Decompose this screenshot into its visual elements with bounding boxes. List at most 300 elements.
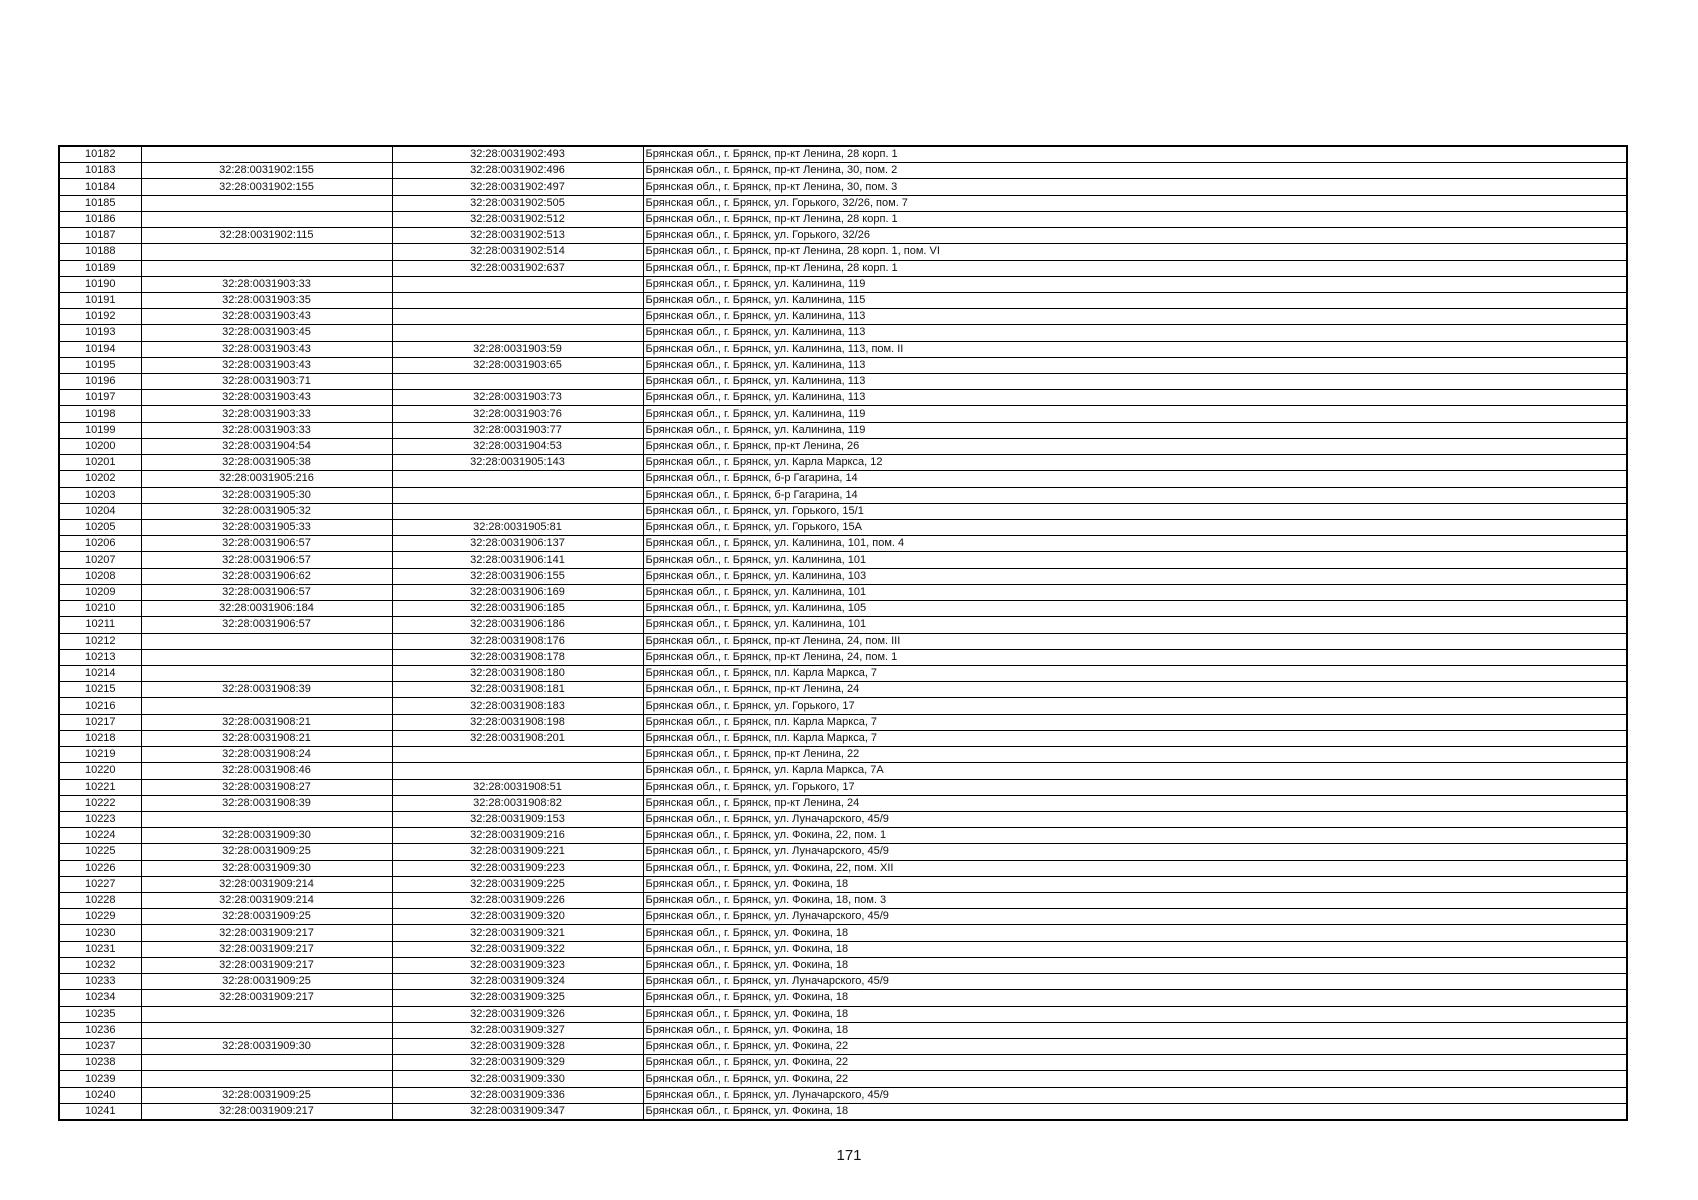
address-cell: Брянская обл., г. Брянск, ул. Калинина, 119: [643, 422, 1627, 438]
address-cell: Брянская обл., г. Брянск, пр-кт Ленина, 28 корп. 1: [643, 211, 1627, 227]
row-number-cell: 10196: [59, 374, 141, 390]
address-cell: Брянская обл., г. Брянск, ул. Фокина, 22: [643, 1055, 1627, 1071]
parcel-cadastral-number-cell: 32:28:0031909:30: [141, 828, 392, 844]
table-row: [59, 795, 1627, 811]
parcel-cadastral-number-cell: 32:28:0031909:25: [141, 909, 392, 925]
row-number-cell: 10201: [59, 455, 141, 471]
table-row: [59, 633, 1627, 649]
table-row: [59, 1071, 1627, 1087]
address-cell: Брянская обл., г. Брянск, ул. Калинина, 103: [643, 568, 1627, 584]
table-row: [59, 292, 1627, 308]
row-number-cell: 10233: [59, 974, 141, 990]
table-row: [59, 1103, 1627, 1120]
table-row: [59, 828, 1627, 844]
address-cell: Брянская обл., г. Брянск, пр-кт Ленина, 22: [643, 747, 1627, 763]
address-cell: Брянская обл., г. Брянск, ул. Калинина, 119: [643, 276, 1627, 292]
object-cadastral-number-cell: [392, 374, 643, 390]
address-cell: Брянская обл., г. Брянск, ул. Горького, 15/1: [643, 503, 1627, 519]
object-cadastral-number-cell: 32:28:0031909:223: [392, 860, 643, 876]
table-row: [59, 260, 1627, 276]
table-row: [59, 779, 1627, 795]
address-cell: Брянская обл., г. Брянск, ул. Фокина, 18, пом. 3: [643, 893, 1627, 909]
object-cadastral-number-cell: 32:28:0031909:347: [392, 1103, 643, 1120]
parcel-cadastral-number-cell: [141, 1022, 392, 1038]
row-number-cell: 10231: [59, 941, 141, 957]
parcel-cadastral-number-cell: [141, 244, 392, 260]
row-number-cell: 10199: [59, 422, 141, 438]
object-cadastral-number-cell: 32:28:0031908:82: [392, 795, 643, 811]
row-number-cell: 10187: [59, 228, 141, 244]
row-number-cell: 10192: [59, 309, 141, 325]
parcel-cadastral-number-cell: 32:28:0031908:24: [141, 747, 392, 763]
object-cadastral-number-cell: 32:28:0031909:327: [392, 1022, 643, 1038]
table-row: [59, 520, 1627, 536]
object-cadastral-number-cell: 32:28:0031909:226: [392, 893, 643, 909]
row-number-cell: 10236: [59, 1022, 141, 1038]
row-number-cell: 10208: [59, 568, 141, 584]
row-number-cell: 10217: [59, 714, 141, 730]
row-number-cell: 10202: [59, 471, 141, 487]
parcel-cadastral-number-cell: [141, 1071, 392, 1087]
object-cadastral-number-cell: [392, 292, 643, 308]
row-number-cell: 10214: [59, 665, 141, 681]
row-number-cell: 10229: [59, 909, 141, 925]
address-cell: Брянская обл., г. Брянск, ул. Фокина, 18: [643, 876, 1627, 892]
parcel-cadastral-number-cell: [141, 665, 392, 681]
object-cadastral-number-cell: 32:28:0031909:336: [392, 1087, 643, 1103]
parcel-cadastral-number-cell: 32:28:0031903:43: [141, 357, 392, 373]
row-number-cell: 10200: [59, 438, 141, 454]
row-number-cell: 10225: [59, 844, 141, 860]
table-row: [59, 228, 1627, 244]
address-cell: Брянская обл., г. Брянск, ул. Луначарского, 45/9: [643, 811, 1627, 827]
row-number-cell: 10198: [59, 406, 141, 422]
parcel-cadastral-number-cell: 32:28:0031909:214: [141, 876, 392, 892]
parcel-cadastral-number-cell: 32:28:0031902:155: [141, 163, 392, 179]
object-cadastral-number-cell: [392, 487, 643, 503]
table-row: [59, 438, 1627, 454]
table-row: [59, 811, 1627, 827]
parcel-cadastral-number-cell: 32:28:0031909:217: [141, 957, 392, 973]
parcel-cadastral-number-cell: 32:28:0031903:33: [141, 276, 392, 292]
row-number-cell: 10205: [59, 520, 141, 536]
parcel-cadastral-number-cell: 32:28:0031902:155: [141, 179, 392, 195]
object-cadastral-number-cell: 32:28:0031902:513: [392, 228, 643, 244]
table-row: [59, 925, 1627, 941]
address-cell: Брянская обл., г. Брянск, ул. Калинина, 113: [643, 390, 1627, 406]
table-row: [59, 244, 1627, 260]
row-number-cell: 10206: [59, 536, 141, 552]
parcel-cadastral-number-cell: 32:28:0031903:43: [141, 390, 392, 406]
table-row: [59, 1022, 1627, 1038]
object-cadastral-number-cell: 32:28:0031905:81: [392, 520, 643, 536]
parcel-cadastral-number-cell: 32:28:0031909:217: [141, 941, 392, 957]
parcel-cadastral-number-cell: 32:28:0031908:39: [141, 682, 392, 698]
address-cell: Брянская обл., г. Брянск, ул. Карла Маркса, 12: [643, 455, 1627, 471]
parcel-cadastral-number-cell: 32:28:0031909:217: [141, 1103, 392, 1120]
row-number-cell: 10213: [59, 649, 141, 665]
table-row: [59, 325, 1627, 341]
table-row: [59, 714, 1627, 730]
table-row: [59, 957, 1627, 973]
parcel-cadastral-number-cell: 32:28:0031906:184: [141, 601, 392, 617]
address-cell: Брянская обл., г. Брянск, ул. Горького, 32/26: [643, 228, 1627, 244]
object-cadastral-number-cell: 32:28:0031902:497: [392, 179, 643, 195]
row-number-cell: 10189: [59, 260, 141, 276]
address-cell: Брянская обл., г. Брянск, ул. Калинина, 113: [643, 357, 1627, 373]
address-cell: Брянская обл., г. Брянск, пр-кт Ленина, 28 корп. 1: [643, 260, 1627, 276]
table-row: [59, 990, 1627, 1006]
table-row: [59, 390, 1627, 406]
row-number-cell: 10212: [59, 633, 141, 649]
address-cell: Брянская обл., г. Брянск, ул. Фокина, 22, пом. XII: [643, 860, 1627, 876]
object-cadastral-number-cell: 32:28:0031909:324: [392, 974, 643, 990]
parcel-cadastral-number-cell: 32:28:0031905:216: [141, 471, 392, 487]
address-cell: Брянская обл., г. Брянск, пр-кт Ленина, 30, пом. 3: [643, 179, 1627, 195]
row-number-cell: 10183: [59, 163, 141, 179]
address-cell: Брянская обл., г. Брянск, ул. Калинина, 101: [643, 617, 1627, 633]
table-row: [59, 357, 1627, 373]
address-cell: Брянская обл., г. Брянск, ул. Фокина, 18: [643, 1022, 1627, 1038]
object-cadastral-number-cell: 32:28:0031903:59: [392, 341, 643, 357]
row-number-cell: 10232: [59, 957, 141, 973]
object-cadastral-number-cell: 32:28:0031909:326: [392, 1006, 643, 1022]
object-cadastral-number-cell: 32:28:0031909:216: [392, 828, 643, 844]
parcel-cadastral-number-cell: 32:28:0031905:30: [141, 487, 392, 503]
address-cell: Брянская обл., г. Брянск, ул. Фокина, 18: [643, 1103, 1627, 1120]
parcel-cadastral-number-cell: 32:28:0031909:30: [141, 1039, 392, 1055]
object-cadastral-number-cell: 32:28:0031909:330: [392, 1071, 643, 1087]
registry-table: [58, 145, 1628, 1121]
table-row: [59, 649, 1627, 665]
address-cell: Брянская обл., г. Брянск, ул. Калинина, 115: [643, 292, 1627, 308]
table-row: [59, 374, 1627, 390]
table-row: [59, 860, 1627, 876]
row-number-cell: 10184: [59, 179, 141, 195]
table-row: [59, 552, 1627, 568]
row-number-cell: 10216: [59, 698, 141, 714]
row-number-cell: 10219: [59, 747, 141, 763]
row-number-cell: 10209: [59, 584, 141, 600]
table-row: [59, 568, 1627, 584]
table-row: [59, 341, 1627, 357]
address-cell: Брянская обл., г. Брянск, ул. Фокина, 18: [643, 1006, 1627, 1022]
row-number-cell: 10230: [59, 925, 141, 941]
object-cadastral-number-cell: 32:28:0031908:51: [392, 779, 643, 795]
address-cell: Брянская обл., г. Брянск, ул. Фокина, 22: [643, 1039, 1627, 1055]
row-number-cell: 10220: [59, 763, 141, 779]
parcel-cadastral-number-cell: [141, 633, 392, 649]
address-cell: Брянская обл., г. Брянск, пл. Карла Маркса, 7: [643, 665, 1627, 681]
object-cadastral-number-cell: 32:28:0031909:329: [392, 1055, 643, 1071]
table-row: [59, 584, 1627, 600]
table-row: [59, 536, 1627, 552]
parcel-cadastral-number-cell: 32:28:0031906:62: [141, 568, 392, 584]
object-cadastral-number-cell: 32:28:0031909:328: [392, 1039, 643, 1055]
parcel-cadastral-number-cell: 32:28:0031904:54: [141, 438, 392, 454]
object-cadastral-number-cell: 32:28:0031902:514: [392, 244, 643, 260]
address-cell: Брянская обл., г. Брянск, ул. Луначарского, 45/9: [643, 844, 1627, 860]
object-cadastral-number-cell: [392, 747, 643, 763]
parcel-cadastral-number-cell: 32:28:0031905:32: [141, 503, 392, 519]
object-cadastral-number-cell: 32:28:0031904:53: [392, 438, 643, 454]
table-row: [59, 941, 1627, 957]
address-cell: Брянская обл., г. Брянск, ул. Горького, 32/26, пом. 7: [643, 195, 1627, 211]
row-number-cell: 10203: [59, 487, 141, 503]
object-cadastral-number-cell: 32:28:0031902:512: [392, 211, 643, 227]
address-cell: Брянская обл., г. Брянск, ул. Калинина, 105: [643, 601, 1627, 617]
parcel-cadastral-number-cell: 32:28:0031909:25: [141, 1087, 392, 1103]
row-number-cell: 10238: [59, 1055, 141, 1071]
object-cadastral-number-cell: 32:28:0031906:186: [392, 617, 643, 633]
table-row: [59, 179, 1627, 195]
parcel-cadastral-number-cell: [141, 649, 392, 665]
object-cadastral-number-cell: 32:28:0031903:77: [392, 422, 643, 438]
parcel-cadastral-number-cell: 32:28:0031909:217: [141, 925, 392, 941]
object-cadastral-number-cell: 32:28:0031908:201: [392, 730, 643, 746]
parcel-cadastral-number-cell: 32:28:0031909:214: [141, 893, 392, 909]
address-cell: Брянская обл., г. Брянск, пр-кт Ленина, 24: [643, 795, 1627, 811]
table-row: [59, 601, 1627, 617]
parcel-cadastral-number-cell: 32:28:0031909:25: [141, 844, 392, 860]
table-row: [59, 763, 1627, 779]
object-cadastral-number-cell: 32:28:0031909:323: [392, 957, 643, 973]
object-cadastral-number-cell: 32:28:0031903:76: [392, 406, 643, 422]
table-row: [59, 893, 1627, 909]
parcel-cadastral-number-cell: [141, 1006, 392, 1022]
row-number-cell: 10240: [59, 1087, 141, 1103]
table-row: [59, 844, 1627, 860]
address-cell: Брянская обл., г. Брянск, ул. Горького, 17: [643, 698, 1627, 714]
row-number-cell: 10210: [59, 601, 141, 617]
object-cadastral-number-cell: 32:28:0031909:225: [392, 876, 643, 892]
parcel-cadastral-number-cell: 32:28:0031909:25: [141, 974, 392, 990]
parcel-cadastral-number-cell: 32:28:0031908:21: [141, 714, 392, 730]
address-cell: Брянская обл., г. Брянск, ул. Калинина, 101: [643, 552, 1627, 568]
address-cell: Брянская обл., г. Брянск, пр-кт Ленина, 26: [643, 438, 1627, 454]
row-number-cell: 10186: [59, 211, 141, 227]
parcel-cadastral-number-cell: 32:28:0031903:33: [141, 422, 392, 438]
address-cell: Брянская обл., г. Брянск, ул. Фокина, 18: [643, 957, 1627, 973]
table-row: [59, 1006, 1627, 1022]
parcel-cadastral-number-cell: [141, 211, 392, 227]
object-cadastral-number-cell: 32:28:0031908:178: [392, 649, 643, 665]
object-cadastral-number-cell: 32:28:0031902:505: [392, 195, 643, 211]
table-row: [59, 487, 1627, 503]
row-number-cell: 10218: [59, 730, 141, 746]
row-number-cell: 10235: [59, 1006, 141, 1022]
object-cadastral-number-cell: 32:28:0031909:325: [392, 990, 643, 1006]
address-cell: Брянская обл., г. Брянск, пл. Карла Маркса, 7: [643, 730, 1627, 746]
address-cell: Брянская обл., г. Брянск, ул. Калинина, 113: [643, 374, 1627, 390]
address-cell: Брянская обл., г. Брянск, ул. Калинина, 101, пом. 4: [643, 536, 1627, 552]
parcel-cadastral-number-cell: [141, 811, 392, 827]
row-number-cell: 10188: [59, 244, 141, 260]
page-number: 171: [836, 1147, 862, 1164]
parcel-cadastral-number-cell: 32:28:0031908:39: [141, 795, 392, 811]
table-row: [59, 195, 1627, 211]
row-number-cell: 10211: [59, 617, 141, 633]
address-cell: Брянская обл., г. Брянск, ул. Горького, 15А: [643, 520, 1627, 536]
row-number-cell: 10241: [59, 1103, 141, 1120]
parcel-cadastral-number-cell: 32:28:0031905:33: [141, 520, 392, 536]
row-number-cell: 10193: [59, 325, 141, 341]
address-cell: Брянская обл., г. Брянск, ул. Фокина, 18: [643, 990, 1627, 1006]
row-number-cell: 10234: [59, 990, 141, 1006]
row-number-cell: 10223: [59, 811, 141, 827]
object-cadastral-number-cell: 32:28:0031903:73: [392, 390, 643, 406]
object-cadastral-number-cell: [392, 503, 643, 519]
object-cadastral-number-cell: 32:28:0031906:185: [392, 601, 643, 617]
address-cell: Брянская обл., г. Брянск, пр-кт Ленина, 24, пом. III: [643, 633, 1627, 649]
object-cadastral-number-cell: [392, 763, 643, 779]
object-cadastral-number-cell: [392, 309, 643, 325]
row-number-cell: 10204: [59, 503, 141, 519]
parcel-cadastral-number-cell: 32:28:0031909:217: [141, 990, 392, 1006]
address-cell: Брянская обл., г. Брянск, ул. Фокина, 18: [643, 941, 1627, 957]
parcel-cadastral-number-cell: 32:28:0031906:57: [141, 584, 392, 600]
object-cadastral-number-cell: 32:28:0031903:65: [392, 357, 643, 373]
parcel-cadastral-number-cell: 32:28:0031906:57: [141, 617, 392, 633]
row-number-cell: 10197: [59, 390, 141, 406]
address-cell: Брянская обл., г. Брянск, пл. Карла Маркса, 7: [643, 714, 1627, 730]
row-number-cell: 10239: [59, 1071, 141, 1087]
object-cadastral-number-cell: 32:28:0031902:637: [392, 260, 643, 276]
table-row: [59, 471, 1627, 487]
table-row: [59, 730, 1627, 746]
row-number-cell: 10191: [59, 292, 141, 308]
address-cell: Брянская обл., г. Брянск, ул. Калинина, 113: [643, 325, 1627, 341]
row-number-cell: 10237: [59, 1039, 141, 1055]
parcel-cadastral-number-cell: 32:28:0031903:43: [141, 309, 392, 325]
table-row: [59, 1087, 1627, 1103]
address-cell: Брянская обл., г. Брянск, ул. Луначарского, 45/9: [643, 909, 1627, 925]
table-row: [59, 309, 1627, 325]
parcel-cadastral-number-cell: 32:28:0031903:35: [141, 292, 392, 308]
row-number-cell: 10222: [59, 795, 141, 811]
object-cadastral-number-cell: 32:28:0031908:198: [392, 714, 643, 730]
address-cell: Брянская обл., г. Брянск, пр-кт Ленина, 30, пом. 2: [643, 163, 1627, 179]
address-cell: Брянская обл., г. Брянск, ул. Луначарского, 45/9: [643, 1087, 1627, 1103]
row-number-cell: 10190: [59, 276, 141, 292]
parcel-cadastral-number-cell: 32:28:0031908:27: [141, 779, 392, 795]
parcel-cadastral-number-cell: [141, 698, 392, 714]
row-number-cell: 10228: [59, 893, 141, 909]
table-row: [59, 682, 1627, 698]
table-row: [59, 422, 1627, 438]
object-cadastral-number-cell: 32:28:0031908:176: [392, 633, 643, 649]
address-cell: Брянская обл., г. Брянск, ул. Фокина, 22: [643, 1071, 1627, 1087]
address-cell: Брянская обл., г. Брянск, пр-кт Ленина, 24: [643, 682, 1627, 698]
row-number-cell: 10195: [59, 357, 141, 373]
object-cadastral-number-cell: 32:28:0031908:180: [392, 665, 643, 681]
object-cadastral-number-cell: [392, 325, 643, 341]
object-cadastral-number-cell: 32:28:0031906:141: [392, 552, 643, 568]
table-row: [59, 617, 1627, 633]
table-row: [59, 406, 1627, 422]
address-cell: Брянская обл., г. Брянск, ул. Калинина, 113: [643, 309, 1627, 325]
parcel-cadastral-number-cell: [141, 1055, 392, 1071]
registry-table-body: [59, 146, 1627, 1120]
parcel-cadastral-number-cell: [141, 146, 392, 163]
address-cell: Брянская обл., г. Брянск, ул. Луначарского, 45/9: [643, 974, 1627, 990]
object-cadastral-number-cell: 32:28:0031902:496: [392, 163, 643, 179]
row-number-cell: 10226: [59, 860, 141, 876]
table-row: [59, 163, 1627, 179]
address-cell: Брянская обл., г. Брянск, б-р Гагарина, 14: [643, 471, 1627, 487]
row-number-cell: 10227: [59, 876, 141, 892]
address-cell: Брянская обл., г. Брянск, ул. Фокина, 22, пом. 1: [643, 828, 1627, 844]
object-cadastral-number-cell: 32:28:0031908:181: [392, 682, 643, 698]
table-row: [59, 276, 1627, 292]
parcel-cadastral-number-cell: 32:28:0031903:71: [141, 374, 392, 390]
row-number-cell: 10221: [59, 779, 141, 795]
parcel-cadastral-number-cell: [141, 260, 392, 276]
parcel-cadastral-number-cell: 32:28:0031909:30: [141, 860, 392, 876]
object-cadastral-number-cell: 32:28:0031909:221: [392, 844, 643, 860]
address-cell: Брянская обл., г. Брянск, ул. Калинина, 119: [643, 406, 1627, 422]
object-cadastral-number-cell: 32:28:0031909:322: [392, 941, 643, 957]
table-row: [59, 211, 1627, 227]
parcel-cadastral-number-cell: 32:28:0031908:46: [141, 763, 392, 779]
parcel-cadastral-number-cell: 32:28:0031906:57: [141, 536, 392, 552]
parcel-cadastral-number-cell: 32:28:0031908:21: [141, 730, 392, 746]
object-cadastral-number-cell: 32:28:0031905:143: [392, 455, 643, 471]
address-cell: Брянская обл., г. Брянск, пр-кт Ленина, 28 корп. 1: [643, 146, 1627, 163]
object-cadastral-number-cell: 32:28:0031902:493: [392, 146, 643, 163]
address-cell: Брянская обл., г. Брянск, б-р Гагарина, 14: [643, 487, 1627, 503]
object-cadastral-number-cell: 32:28:0031909:153: [392, 811, 643, 827]
table-row: [59, 909, 1627, 925]
row-number-cell: 10207: [59, 552, 141, 568]
row-number-cell: 10215: [59, 682, 141, 698]
address-cell: Брянская обл., г. Брянск, ул. Калинина, 113, пом. II: [643, 341, 1627, 357]
table-row: [59, 146, 1627, 163]
object-cadastral-number-cell: 32:28:0031909:321: [392, 925, 643, 941]
parcel-cadastral-number-cell: 32:28:0031902:115: [141, 228, 392, 244]
row-number-cell: 10182: [59, 146, 141, 163]
table-row: [59, 503, 1627, 519]
address-cell: Брянская обл., г. Брянск, ул. Калинина, 101: [643, 584, 1627, 600]
registry-table-container: [58, 145, 1626, 1119]
parcel-cadastral-number-cell: [141, 195, 392, 211]
table-row: [59, 747, 1627, 763]
table-row: [59, 876, 1627, 892]
parcel-cadastral-number-cell: 32:28:0031906:57: [141, 552, 392, 568]
row-number-cell: 10194: [59, 341, 141, 357]
object-cadastral-number-cell: 32:28:0031909:320: [392, 909, 643, 925]
object-cadastral-number-cell: [392, 276, 643, 292]
table-row: [59, 974, 1627, 990]
row-number-cell: 10185: [59, 195, 141, 211]
object-cadastral-number-cell: [392, 471, 643, 487]
parcel-cadastral-number-cell: 32:28:0031905:38: [141, 455, 392, 471]
address-cell: Брянская обл., г. Брянск, ул. Горького, 17: [643, 779, 1627, 795]
table-row: [59, 665, 1627, 681]
object-cadastral-number-cell: 32:28:0031906:155: [392, 568, 643, 584]
table-row: [59, 698, 1627, 714]
object-cadastral-number-cell: 32:28:0031908:183: [392, 698, 643, 714]
table-row: [59, 455, 1627, 471]
object-cadastral-number-cell: 32:28:0031906:169: [392, 584, 643, 600]
parcel-cadastral-number-cell: 32:28:0031903:33: [141, 406, 392, 422]
row-number-cell: 10224: [59, 828, 141, 844]
address-cell: Брянская обл., г. Брянск, пр-кт Ленина, 28 корп. 1, пом. VI: [643, 244, 1627, 260]
parcel-cadastral-number-cell: 32:28:0031903:45: [141, 325, 392, 341]
table-row: [59, 1055, 1627, 1071]
parcel-cadastral-number-cell: 32:28:0031903:43: [141, 341, 392, 357]
address-cell: Брянская обл., г. Брянск, ул. Карла Маркса, 7А: [643, 763, 1627, 779]
